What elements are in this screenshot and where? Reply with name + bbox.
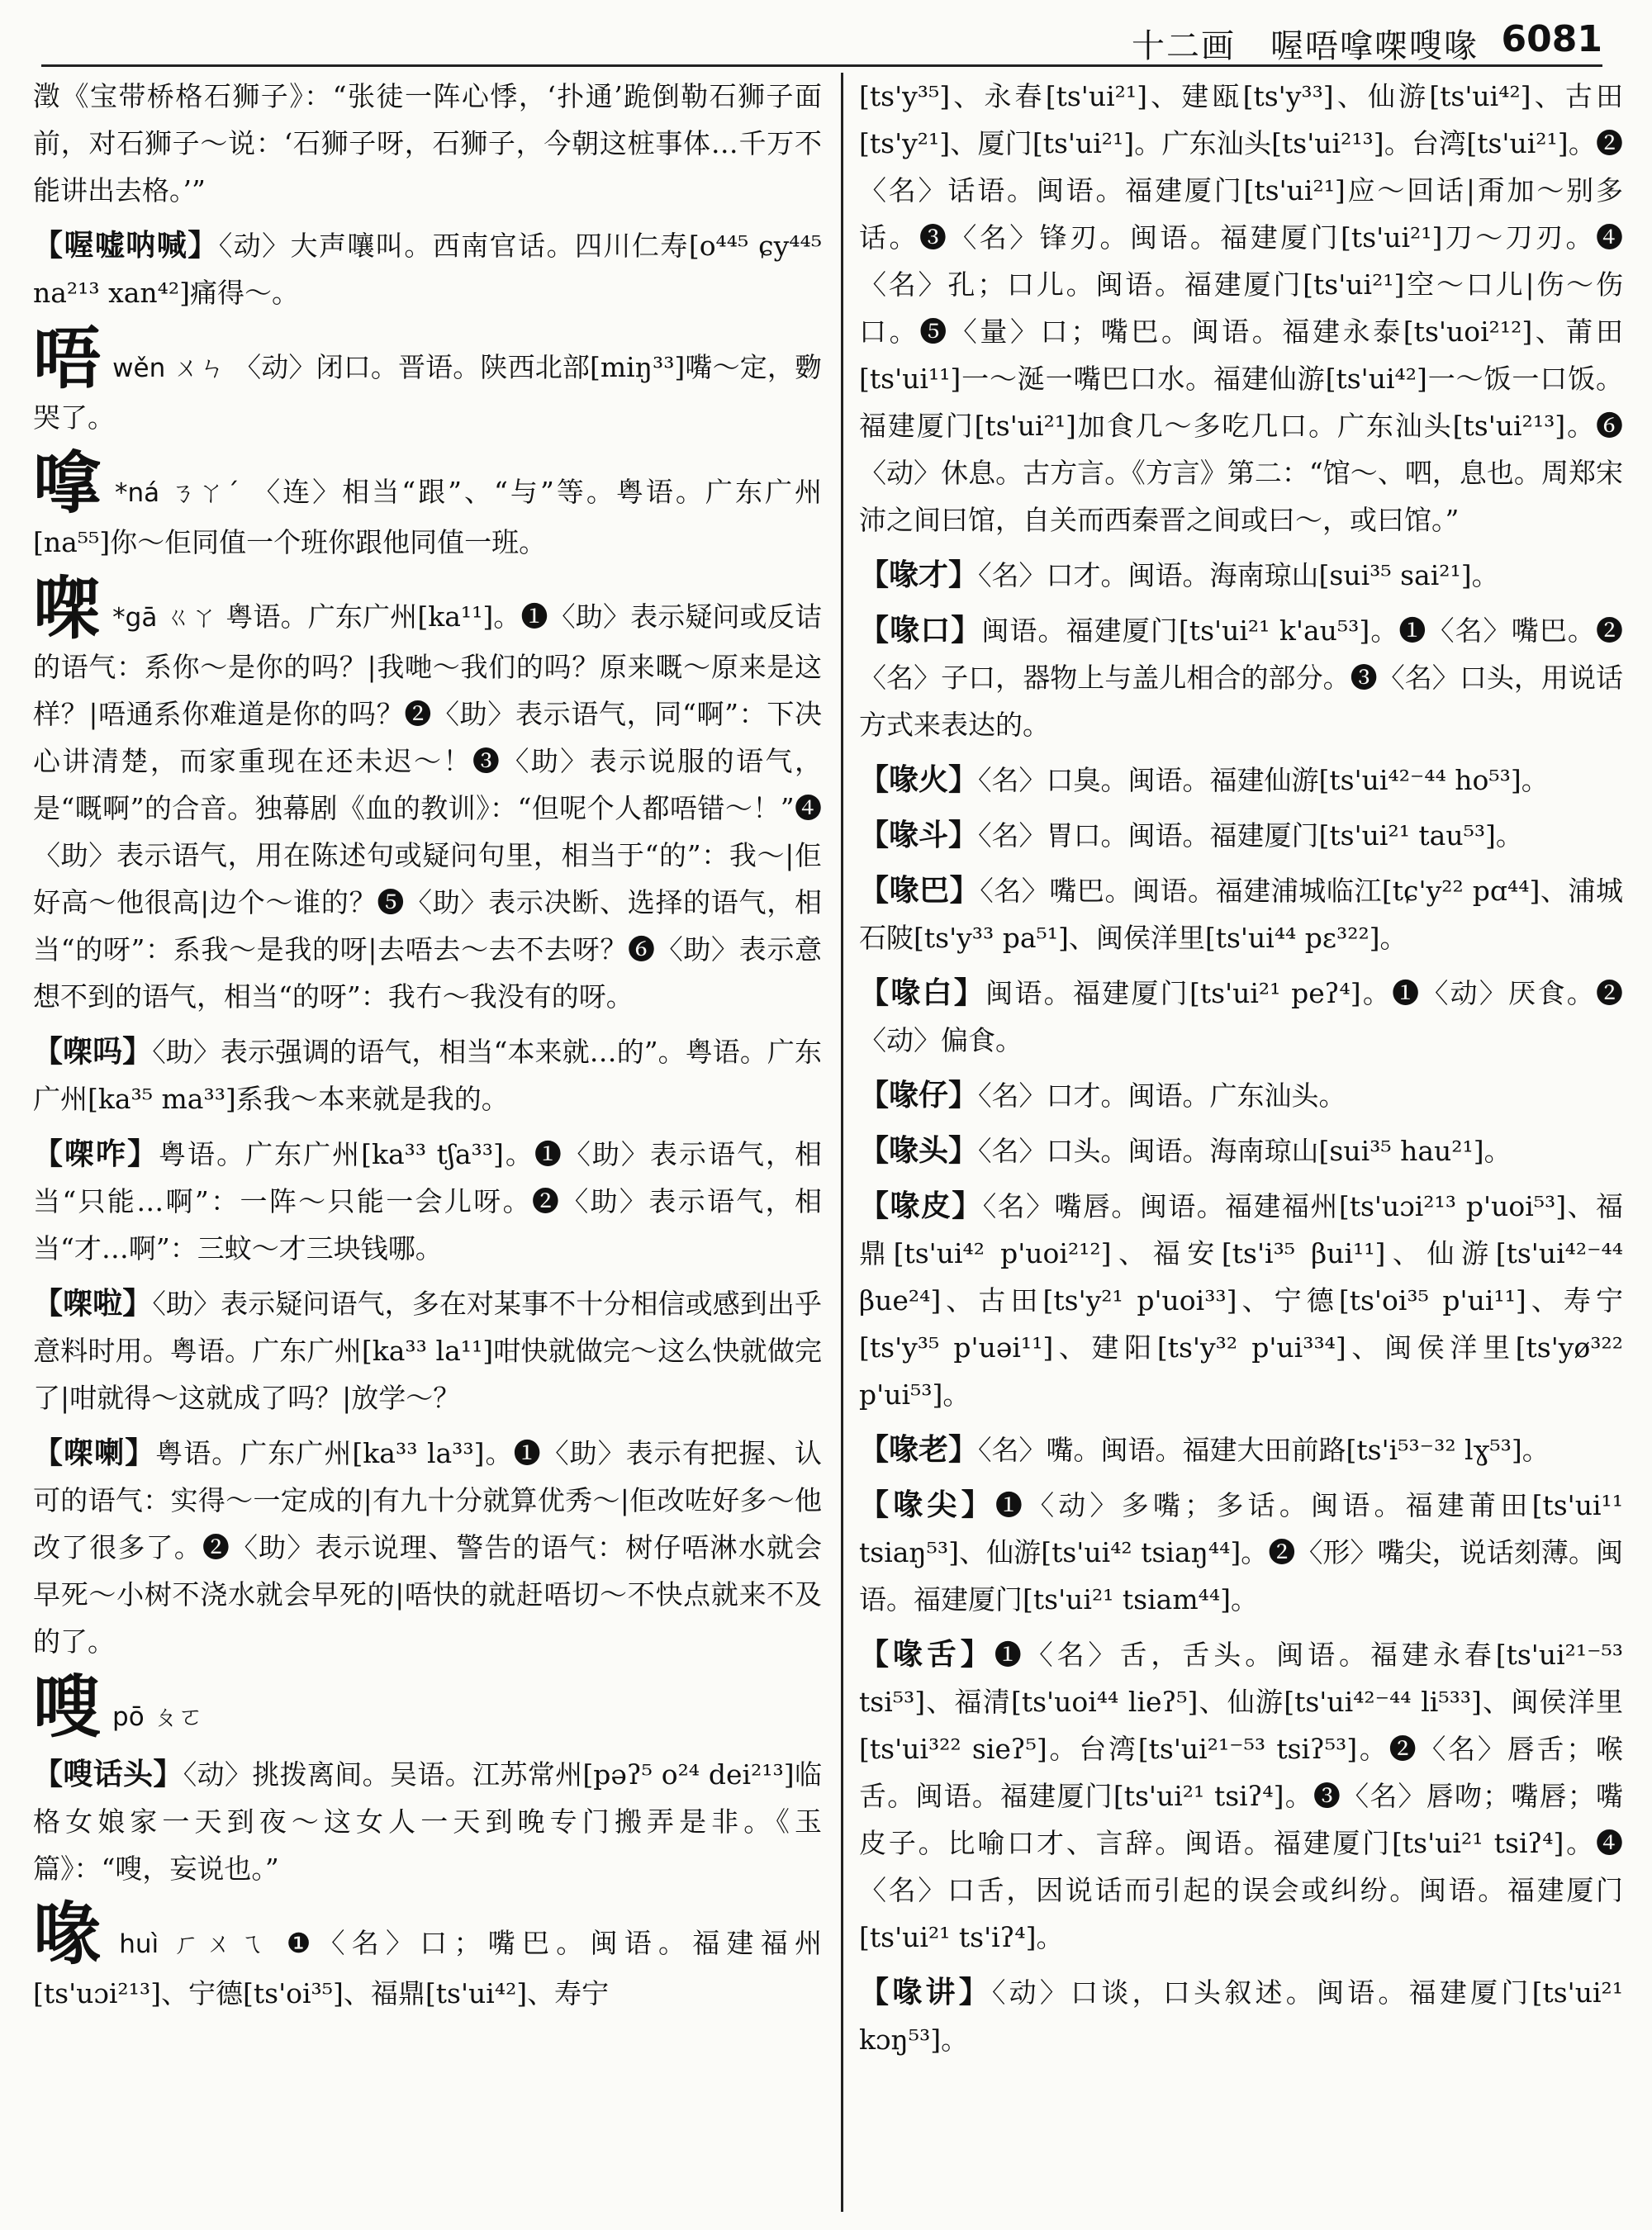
page-header [41, 18, 1602, 67]
compound-entry [859, 970, 1623, 1064]
headword-entry [33, 444, 822, 566]
compound-entry [859, 812, 1623, 859]
compound-word: 【喙巴】 [859, 873, 980, 908]
definition-text: 〈名〉嘴。闽语。福建大田前路[ts'i⁵³⁻³² lɣ⁵³]。 [978, 1434, 1550, 1466]
definition-text: 粤语。广东广州[ka¹¹]。❶〈助〉表示疑问或反诘的语气：系你～是你的吗？|我哋～我们的吗？原来嘅～原来是这样？|唔通系你难道是你的吗？❷〈助〉表示语气，同“啊”：下决心讲清楚，而家重现在还未迟～！❸〈助〉表示说服的语气，是“嘅啊”的合音。独幕剧《血的教训》：“但呢个人都唔错～！”❹〈助〉表示语气，用在陈述句或疑问句里，相当于“的”：我～|佢好高～他很高|边个～谁的？❺〈助〉表示决断、选择的语气，相当“的呀”：系我～是我的呀|去唔去～去不去呀？❻〈助〉表示意想不到的语气，相当“的呀”：我冇～我没有的呀。 [33, 600, 822, 1013]
definition-text: 澂《宝带桥格石狮子》：“张徒一阵心悸，‘扑通’跪倒勒石狮子面前，对石狮子～说：‘石狮子呀，石狮子，今朝这桩事体…千万不能讲出去格。’” [33, 80, 822, 206]
compound-word: 【㗎啦】 [33, 1286, 153, 1321]
compound-entry [859, 1631, 1623, 1961]
definition-text: 〈名〉嘴巴。闽语。福建浦城临江[tɕ'y²² pɑ⁴⁴]、浦城石陂[ts'y³³ pa⁵¹]、闽侯洋里[ts'ui⁴⁴ pɛ³²²]。 [859, 875, 1623, 954]
compound-entry [859, 867, 1623, 961]
definition-text: 〈动〉大声嚷叫。西南官话。四川仁寿[o⁴⁴⁵ ɕy⁴⁴⁵ na²¹³ xan⁴²]痛得～。 [33, 230, 822, 309]
definition-text: [ts'y³⁵]、永春[ts'ui²¹]、建瓯[ts'y³³]、仙游[ts'ui⁴²]、古田[ts'y²¹]、厦门[ts'ui²¹]。广东汕头[ts'ui²¹³]。台湾[ts'ui²¹]。❷〈名〉话语。闽语。福建厦门[ts'ui²¹]应～回话|甭加～别多话。❸〈名〉锋刃。闽语。福建厦门[ts'ui²¹]刀～刀刃。❹〈名〉孔；口儿。闽语。福建厦门[ts'ui²¹]空～口儿|伤～伤口。❺〈量〉口；嘴巴。闽语。福建永泰[ts'uoi²¹²]、莆田[ts'ui¹¹]一～涎一嘴巴口水。福建仙游[ts'ui⁴²]一～饭一口饭。福建厦门[ts'ui²¹]加食几～多吃几口。广东汕头[ts'ui²¹³]。❻〈动〉休息。古方言。《方言》第二：“馆～、呬，息也。周郑宋沛之间曰馆，自关而西秦晋之间或曰～，或曰馆。” [859, 80, 1623, 536]
compound-entry [859, 1426, 1623, 1473]
headword-pinyin: huì ㄏㄨㄟ [119, 1929, 271, 1959]
definition-text: ❶〈名〉舌，舌头。闽语。福建永春[ts'ui²¹⁻⁵³ tsi⁵³]、福清[ts'uoi⁴⁴ lieʔ⁵]、仙游[ts'ui⁴²⁻⁴⁴ li⁵³³]、闽侯洋里[ts'ui³²² sieʔ⁵]。台湾[ts'ui²¹⁻⁵³ tsiʔ⁵³]。❷〈名〉唇舌；喉舌。闽语。福建厦门[ts'ui²¹ tsiʔ⁴]。❸〈名〉唇吻；嘴唇；嘴皮子。比喻口才、言辞。闽语。福建厦门[ts'ui²¹ tsiʔ⁴]。❹〈名〉口舌，因说话而引起的误会或纠纷。闽语。福建厦门[ts'ui²¹ ts'iʔ⁴]。 [859, 1639, 1623, 1953]
headword-char: 嗱 [33, 444, 104, 523]
headword-char: 㗎 [33, 569, 102, 648]
compound-entry [33, 1280, 822, 1421]
compound-word: 【喙口】 [859, 613, 982, 648]
headword-char: 喙 [33, 1896, 108, 1974]
compound-word: 【喙才】 [859, 558, 979, 592]
compound-word: 【喔嘘呐喊】 [33, 228, 219, 263]
compound-word: 【喙讲】 [859, 1975, 992, 2009]
compound-word: 【喙头】 [859, 1133, 979, 1168]
definition-text: 〈名〉嘴唇。闽语。福建福州[ts'uɔi²¹³ p'uoi⁵³]、福鼎[ts'ui⁴² p'uoi²¹²]、福安[ts'i³⁵ βui¹¹]、仙游[ts'ui⁴²⁻⁴⁴ βue²⁴]、古田[ts'y²¹ p'uoi³³]、宁德[ts'oi³⁵ p'ui¹¹]、寿宁[ts'y³⁵ p'uəi¹¹]、建阳[ts'y³² p'ui³³⁴]、闽侯洋里[ts'yø³²² p'ui⁵³]。 [859, 1190, 1623, 1411]
definition-text: 〈名〉口才。闽语。海南琼山[sui³⁵ sai²¹]。 [978, 559, 1499, 591]
left-column [33, 73, 822, 2220]
continued-text [33, 73, 822, 214]
compound-entry [859, 1183, 1623, 1418]
running-title: 十二画 喔唔嗱㗎嗖喙 [1132, 27, 1479, 65]
headword-char: 唔 [33, 320, 102, 398]
definition-text: 〈名〉口臭。闽语。福建仙游[ts'ui⁴²⁻⁴⁴ ho⁵³]。 [978, 764, 1549, 796]
definition-text: 〈名〉口才。闽语。广东汕头。 [978, 1079, 1346, 1112]
compound-word: 【喙白】 [859, 975, 986, 1010]
compound-entry [859, 1127, 1623, 1174]
definition-text: 粤语。广东广州[ka³³ tʃa³³]。❶〈助〉表示语气，相当“只能…啊”：一阵～只能一会儿呀。❷〈助〉表示语气，相当“才…啊”：三蚊～才三块钱哪。 [33, 1138, 822, 1264]
headword-entry [33, 1896, 822, 2017]
definition-text: 闽语。福建厦门[ts'ui²¹ k'au⁵³]。❶〈名〉嘴巴。❷〈名〉子口，器物上与盖儿相合的部分。❸〈名〉口头，用说话方式来表达的。 [859, 614, 1623, 741]
compound-entry [859, 1969, 1623, 2063]
compound-word: 【㗎咋】 [33, 1136, 159, 1171]
compound-word: 【㗎吗】 [33, 1034, 153, 1069]
definition-text: ❶〈名〉口；嘴巴。闽语。福建福州[ts'uɔi²¹³]、宁德[ts'oi³⁵]、福鼎[ts'ui⁴²]、寿宁 [33, 1927, 822, 2009]
headword-pinyin: pō ㄆㄛ [112, 1702, 204, 1732]
compound-entry [859, 757, 1623, 804]
compound-entry [33, 1028, 822, 1122]
headword-entry [33, 569, 822, 1020]
compound-word: 【喙仔】 [859, 1078, 979, 1113]
headword-pinyin: wěn ㄨㄣ [112, 353, 225, 383]
definition-text: 〈连〉相当“跟”、“与”等。粤语。广东广州[na⁵⁵]你～佢同值一个班你跟他同值一班。 [33, 476, 822, 558]
definition-text: 〈助〉表示强调的语气，相当“本来就…的”。粤语。广东广州[ka³⁵ ma³³]系我～本来就是我的。 [33, 1036, 822, 1115]
compound-entry [859, 607, 1623, 748]
right-column [859, 73, 1623, 2220]
column-divider [841, 73, 843, 2212]
definition-text: 粤语。广东广州[ka³³ la³³]。❶〈助〉表示有把握、认可的语气：实得～一定成的|有九十分就算优秀～|佢改咗好多～他改了很多了。❷〈助〉表示说理、警告的语气：树仔唔淋水就会早死～小树不浇水就会早死的|唔快的就赶唔切～不快点就来不及的了。 [33, 1437, 822, 1658]
compound-entry [33, 222, 822, 316]
page-number: 6081 [1501, 18, 1602, 60]
definition-text: 〈动〉挑拨离间。吴语。江苏常州[pəʔ⁵ o²⁴ dei²¹³]临格女娘家一天到夜～这女人一天到晚专门搬弄是非。《玉篇》：“嗖，妄说也。” [33, 1758, 822, 1885]
compound-word: 【喙斗】 [859, 818, 979, 852]
continued-text [859, 73, 1623, 543]
definition-text: 〈名〉口头。闽语。海南琼山[sui³⁵ hau²¹]。 [978, 1135, 1512, 1167]
definition-text: 〈助〉表示疑问语气，多在对某事不十分相信或感到出乎意料时用。粤语。广东广州[ka³³ la¹¹]咁快就做完～这么快就做完了|咁就得～这就成了吗？|放学～？ [33, 1288, 822, 1414]
compound-entry [33, 1131, 822, 1272]
definition-text: 〈动〉闭口。晋语。陕西北部[miŋ³³]嘴～定，覅哭了。 [33, 351, 822, 434]
compound-entry [859, 1072, 1623, 1119]
compound-word: 【㗎喇】 [33, 1435, 156, 1470]
compound-word: 【嗖话头】 [33, 1757, 183, 1791]
compound-entry [859, 1482, 1623, 1623]
headword-entry [33, 320, 822, 441]
definition-text: 〈名〉胃口。闽语。福建厦门[ts'ui²¹ tau⁵³]。 [978, 819, 1523, 852]
compound-word: 【喙尖】 [859, 1487, 995, 1522]
compound-word: 【喙皮】 [859, 1189, 983, 1223]
compound-entry [33, 1430, 822, 1665]
definition-text: ❶〈动〉多嘴；多话。闽语。福建莆田[ts'ui¹¹ tsiaŋ⁵³]、仙游[ts'ui⁴² tsiaŋ⁴⁴]。❷〈形〉嘴尖，说话刻薄。闽语。福建厦门[ts'ui²¹ tsiam⁴⁴]。 [859, 1489, 1623, 1616]
headword-pinyin: *ná ㄋㄚˊ [115, 478, 242, 508]
definition-text: 闽语。福建厦门[ts'ui²¹ peʔ⁴]。❶〈动〉厌食。❷〈动〉偏食。 [859, 977, 1623, 1056]
compound-word: 【喙舌】 [859, 1637, 995, 1672]
compound-entry [33, 1751, 822, 1892]
compound-word: 【喙火】 [859, 762, 979, 797]
compound-word: 【喙老】 [859, 1432, 979, 1467]
compound-entry [859, 552, 1623, 599]
headword-char: 嗖 [33, 1668, 102, 1747]
headword-entry [33, 1668, 822, 1747]
headword-pinyin: *gā ㄍㄚ [112, 603, 217, 633]
definition-text: 〈动〉口谈，口头叙述。闽语。福建厦门[ts'ui²¹ kɔŋ⁵³]。 [859, 1976, 1623, 2056]
